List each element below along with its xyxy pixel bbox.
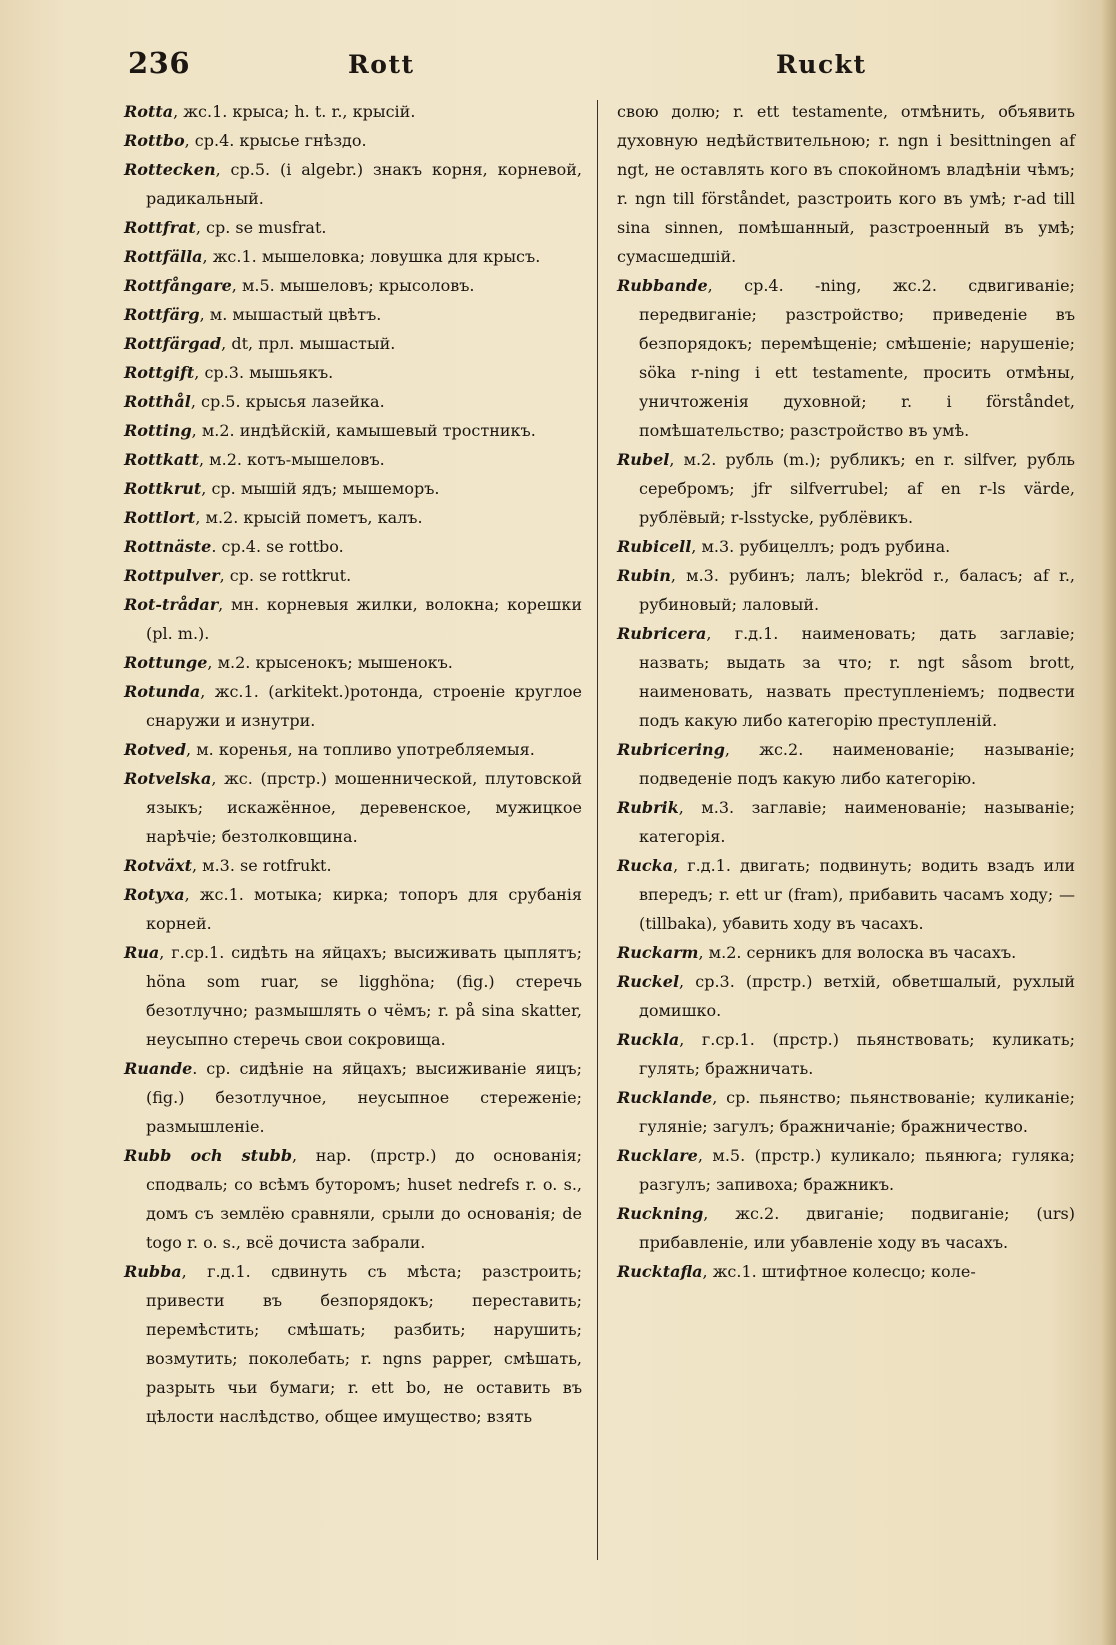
entry-definition: , г.ср.1. (прстр.) пьянствовать; куликать; гулять; бражничать. <box>639 1030 1075 1078</box>
page-header <box>128 46 1076 86</box>
entry-definition: , г.ср.1. сидѣть на яйцахъ; высиживать цыплятъ; höna som ruar, se ligghöna; (fig.) стеречь безотлучно; размышлять о чёмъ; r. på sina skatter, неусыпно стеречь свои сокровища. <box>146 943 582 1049</box>
entry-definition: , м.5. (прстр.) куликало; пьянюга; гуляка; разгулъ; запивоха; бражникъ. <box>639 1146 1075 1194</box>
entry-headword: Rubel <box>617 450 670 469</box>
entry-definition: , г.д.1. наименовать; дать заглавіе; назвать; выдать за что; r. ngt såsom brott, наименовать, назвать преступленіемъ; подвести подъ какую либо категорію преступленій. <box>639 624 1075 730</box>
entry-definition: , жс.2. двиганіе; подвиганіе; (urs) прибавленіе, или убавленіе ходу въ часахъ. <box>639 1204 1075 1252</box>
entry-headword: Rottbo <box>124 131 185 150</box>
entry-headword: Rucka <box>617 856 674 875</box>
entry-headword: Ruande <box>124 1059 193 1078</box>
entry-headword: Ruckel <box>617 972 680 991</box>
entry-definition: , жс. (прстр.) мошеннической, плутовской языкъ; искажённое, деревенское, мужицкое нарѣчіе; безтолковщина. <box>146 769 582 846</box>
entry-definition: , г.д.1. сдвинуть съ мѣста; разстроить; привести въ безпорядокъ; переставить; перемѣстить; смѣшать; разбить; нарушить; возмутить; поколебать; r. ngns papper, смѣшать, разрыть чьи бумаги; r. ett bo, не оставить въ цѣлости наслѣдство, общее имущество; взять <box>146 1262 582 1426</box>
entry-headword: Rubicell <box>617 537 692 556</box>
entry-definition: , ср. se rottkrut. <box>219 566 352 585</box>
dictionary-entry <box>617 1141 1075 1199</box>
entry-definition: , жс.2. наименованіе; называніе; подведеніе подъ какую либо категорію. <box>639 740 1075 788</box>
entry-headword: Rotvelska <box>124 769 212 788</box>
entry-definition: , ср.5. крысья лазейка. <box>190 392 385 411</box>
dictionary-entry <box>124 358 582 387</box>
dictionary-entry <box>617 793 1075 851</box>
left-guide-word: Rott <box>348 50 415 79</box>
dictionary-entry <box>124 387 582 416</box>
entry-headword: Rot-trådar <box>124 595 219 614</box>
dictionary-entry <box>124 880 582 938</box>
entry-definition: , м.5. мышеловъ; крысоловъ. <box>231 276 475 295</box>
entry-definition: , dt, прл. мышастый. <box>221 334 396 353</box>
entry-definition: , жс.1. (arkitekt.)ротонда, строеніе круглое снаружи и изнутри. <box>146 682 582 730</box>
entry-headword: Rottunge <box>124 653 208 672</box>
dictionary-entry <box>124 416 582 445</box>
entry-definition: , ср.4. -ning, жс.2. сдвигиваніе; передвиганіе; разстройство; приведеніе въ безпорядокъ; перемѣщеніе; смѣшеніе; нарушеніе; söka r-ning i ett testamente, просить отмѣны, уничтоженія духовной; r. i förståndet, помѣшательство; разстройство въ умѣ. <box>639 276 1075 440</box>
dictionary-entry <box>124 329 582 358</box>
dictionary-entry <box>124 561 582 590</box>
dictionary-entry <box>617 851 1075 938</box>
dictionary-entry <box>124 1054 582 1141</box>
dictionary-entry <box>124 648 582 677</box>
entry-definition: , г.д.1. двигать; подвинуть; водить взадъ или впередъ; r. ett ur (fram), прибавить часамъ ходу; — (tillbaka), убавить ходу въ часахъ. <box>639 856 1075 933</box>
entry-definition: , ср.5. (i algebr.) знакъ корня, корневой, радикальный. <box>146 160 582 208</box>
entry-headword: Rotyxa <box>124 885 185 904</box>
entry-headword: Rottfärg <box>124 305 200 324</box>
dictionary-entry <box>617 561 1075 619</box>
dictionary-entry <box>617 735 1075 793</box>
entry-headword: Rua <box>124 943 160 962</box>
entry-headword: Rubbande <box>617 276 708 295</box>
dictionary-entry <box>124 677 582 735</box>
entry-definition: , м.2. крысій пометъ, калъ. <box>195 508 423 527</box>
entry-definition: , м.2. котъ-мышеловъ. <box>198 450 385 469</box>
entry-definition: , м. коренья, на топливо употребляемыя. <box>186 740 535 759</box>
entry-headword: Rottfärgad <box>124 334 222 353</box>
dictionary-entry <box>124 474 582 503</box>
entry-headword: Ruckarm <box>617 943 699 962</box>
dictionary-entry <box>124 445 582 474</box>
entry-definition: , м.2. индѣйскій, камышевый тростникъ. <box>191 421 536 440</box>
entry-headword: Rottnäste <box>124 537 212 556</box>
entry-headword: Rubricering <box>617 740 725 759</box>
entry-headword: Rucktafla <box>617 1262 703 1281</box>
entry-headword: Ruckla <box>617 1030 680 1049</box>
entry-definition: , м. мышастый цвѣтъ. <box>199 305 382 324</box>
entry-headword: Rottpulver <box>124 566 220 585</box>
dictionary-entry <box>124 503 582 532</box>
entry-definition: , м.2. крысенокъ; мышенокъ. <box>207 653 453 672</box>
dictionary-entry <box>617 619 1075 735</box>
entry-definition: , нар. (прстр.) до основанія; сподваль; со всѣмъ буторомъ; huset nedrefs r. o. s., домъ съ землёю сравняли, срыли до основанія; de togo r. o. s., всё дочиста забрали. <box>146 1146 582 1252</box>
entry-definition: свою долю; r. ett testamente, отмѣнить, объявить духовную недѣйствительною; r. ngn i besittningen af ngt, не оставлять кого въ спокойномъ владѣніи чѣмъ; r. ngn till förståndet, разстроить кого въ умѣ; r-ad till sina sinnen, помѣшанный, разстроенный въ умѣ; сумасшедшій. <box>617 102 1075 266</box>
entry-headword: Rotta <box>124 102 174 121</box>
right-column <box>617 97 1075 1286</box>
entry-headword: Rottfälla <box>124 247 203 266</box>
left-column <box>124 97 582 1431</box>
entry-headword: Rottlort <box>124 508 196 527</box>
dictionary-entry <box>124 1257 582 1431</box>
entry-definition: , жс.1. мышеловка; ловушка для крысъ. <box>202 247 541 266</box>
dictionary-entry <box>124 271 582 300</box>
dictionary-entry <box>124 735 582 764</box>
dictionary-entry <box>124 590 582 648</box>
entry-headword: Rucklare <box>617 1146 698 1165</box>
dictionary-entry <box>124 532 582 561</box>
entry-definition: , ср.3. (прстр.) ветхій, обветшалый, рухлый домишко. <box>639 972 1075 1020</box>
entry-definition: , м.2. серникъ для волоска въ часахъ. <box>698 943 1017 962</box>
entry-headword: Rottkatt <box>124 450 199 469</box>
dictionary-entry <box>617 938 1075 967</box>
page-edge <box>1102 0 1116 1645</box>
entry-definition: , мн. корневыя жилки, волокна; корешки (pl. m.). <box>146 595 582 643</box>
entry-definition: , ср.4. крысье гнѣздо. <box>184 131 367 150</box>
entry-definition: , м.3. заглавіе; наименованіе; называніе; категорія. <box>639 798 1075 846</box>
entry-definition: , м.3. se rotfrukt. <box>191 856 332 875</box>
dictionary-entry <box>617 1025 1075 1083</box>
dictionary-entry <box>617 1083 1075 1141</box>
entry-headword: Rotunda <box>124 682 201 701</box>
dictionary-entry <box>617 967 1075 1025</box>
entry-headword: Rubin <box>617 566 671 585</box>
entry-headword: Rubba <box>124 1262 182 1281</box>
entry-headword: Rottkrut <box>124 479 202 498</box>
dictionary-entry <box>124 764 582 851</box>
entry-definition: , жс.1. мотыка; кирка; топоръ для срубанія корней. <box>146 885 582 933</box>
entry-headword: Rottfrat <box>124 218 196 237</box>
entry-definition: , м.3. рубицеллъ; родъ рубина. <box>691 537 951 556</box>
entry-headword: Ruckning <box>617 1204 704 1223</box>
dictionary-entry <box>124 851 582 880</box>
right-guide-word: Ruckt <box>776 50 867 79</box>
entry-definition: , ср. пьянство; пьянствованіе; куликаніе; гуляніе; загулъ; бражничаніе; бражничество. <box>639 1088 1075 1136</box>
dictionary-entry <box>124 126 582 155</box>
entry-definition: , ср.3. мышьякъ. <box>194 363 334 382</box>
entry-headword: Rubb och stubb <box>124 1146 293 1165</box>
dictionary-entry <box>124 300 582 329</box>
entry-definition: , ср. мышій ядъ; мышеморъ. <box>201 479 440 498</box>
dictionary-entry <box>124 213 582 242</box>
entry-headword: Rottecken <box>124 160 216 179</box>
entry-headword: Rottfångare <box>124 276 232 295</box>
entry-definition: , м.3. рубинъ; лалъ; blekröd r., баласъ; af r., рубиновый; лаловый. <box>639 566 1075 614</box>
entry-headword: Rottgift <box>124 363 195 382</box>
dictionary-entry <box>124 155 582 213</box>
entry-headword: Rotting <box>124 421 192 440</box>
dictionary-entry <box>617 532 1075 561</box>
entry-headword: Rotthål <box>124 392 191 411</box>
column-divider <box>597 100 598 1560</box>
dictionary-entry <box>617 1199 1075 1257</box>
entry-definition: , жс.1. штифтное колесцо; коле- <box>702 1262 976 1281</box>
entry-definition: . ср. сидѣніе на яйцахъ; высиживаніе яицъ; (fig.) безотлучное, неусыпное стереженіе; размышленіе. <box>146 1059 582 1136</box>
dictionary-entry <box>617 445 1075 532</box>
entry-definition: , жс.1. крыса; h. t. r., крысій. <box>173 102 416 121</box>
entry-definition: . ср.4. se rottbo. <box>211 537 344 556</box>
dictionary-entry <box>124 1141 582 1257</box>
dictionary-entry <box>617 97 1075 271</box>
page-number: 236 <box>128 46 191 80</box>
entry-definition: , м.2. рубль (m.); рубликъ; en r. silfver, рубль серебромъ; jfr silfverrubel; af en r-ls värde, рублёвый; r-lsstycke, рублёвикъ. <box>639 450 1075 527</box>
entry-headword: Rubrik <box>617 798 679 817</box>
dictionary-entry <box>124 97 582 126</box>
entry-headword: Rotväxt <box>124 856 192 875</box>
dictionary-entry <box>617 271 1075 445</box>
dictionary-entry <box>617 1257 1075 1286</box>
dictionary-entry <box>124 242 582 271</box>
entry-headword: Rotved <box>124 740 187 759</box>
entry-headword: Rubricera <box>617 624 707 643</box>
entry-headword: Rucklande <box>617 1088 713 1107</box>
dictionary-entry <box>124 938 582 1054</box>
entry-definition: , ср. se musfrat. <box>195 218 327 237</box>
